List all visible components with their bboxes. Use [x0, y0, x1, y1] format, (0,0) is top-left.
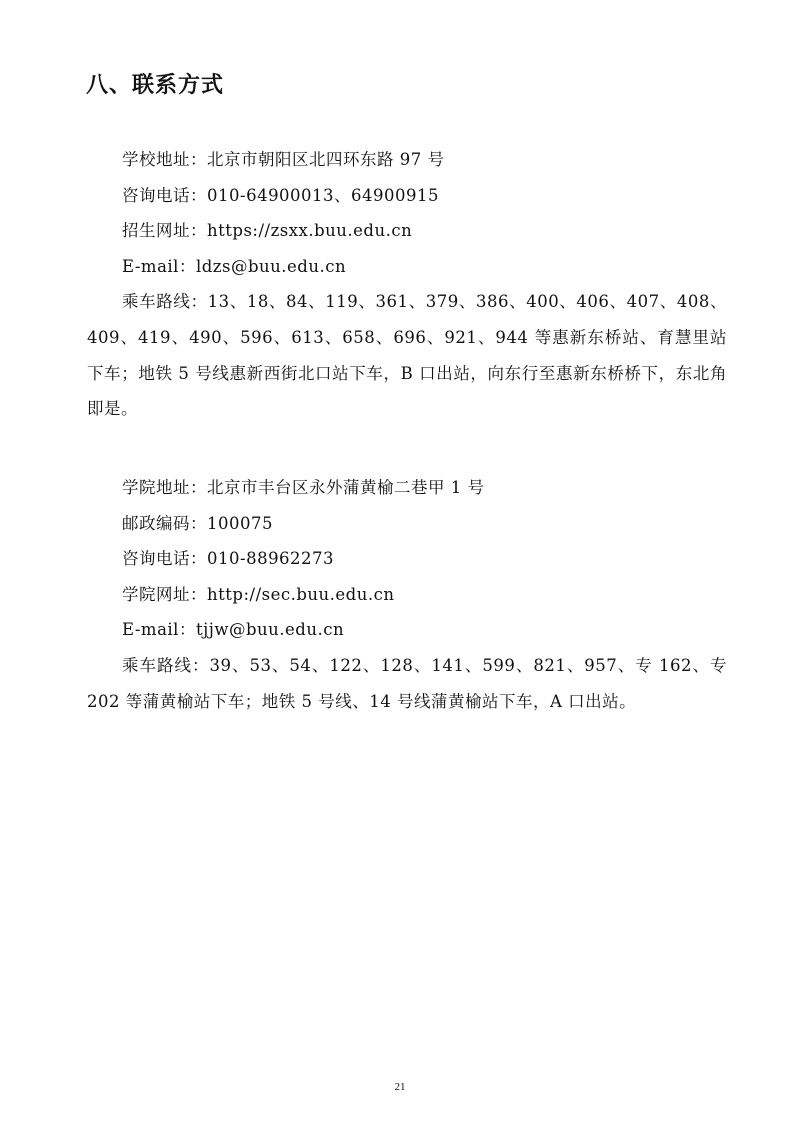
- school-contact-block: [87, 142, 727, 427]
- college-postcode: 邮政编码：100075: [122, 513, 273, 533]
- college-email: E-mail：tjjw@buu.edu.cn: [122, 620, 345, 640]
- college-website: 学院网址：http://sec.buu.edu.cn: [122, 584, 395, 604]
- college-phone: 咨询电话：010-88962273: [122, 549, 335, 569]
- school-website: 招生网址：https://zsxx.buu.edu.cn: [122, 221, 413, 241]
- school-transport: 乘车路线：13、18、84、119、361、379、386、400、406、407、408、409、419、490、596、613、658、696、921、944 等惠新东桥站、育慧里站下车；地铁 5 号线惠新西街北口站下车，B 口出站，向东行至惠新东桥桥下，东北角即是。: [87, 292, 727, 419]
- school-email: E-mail：ldzs@buu.edu.cn: [122, 256, 347, 276]
- school-phone: 咨询电话：010-64900013、64900915: [122, 185, 440, 205]
- section-heading: 八、联系方式: [86, 73, 225, 98]
- college-transport: 乘车路线：39、53、54、122、128、141、599、821、957、专 162、专 202 等蒲黄榆站下车；地铁 5 号线、14 号线蒲黄榆站下车，A 口出站。: [87, 655, 727, 711]
- school-address: 学校地址：北京市朝阳区北四环东路 97 号: [122, 150, 445, 169]
- page-number: 21: [394, 1081, 406, 1093]
- college-contact-block: [87, 470, 727, 719]
- college-address: 学院地址：北京市丰台区永外蒲黄榆二巷甲 1 号: [122, 478, 485, 497]
